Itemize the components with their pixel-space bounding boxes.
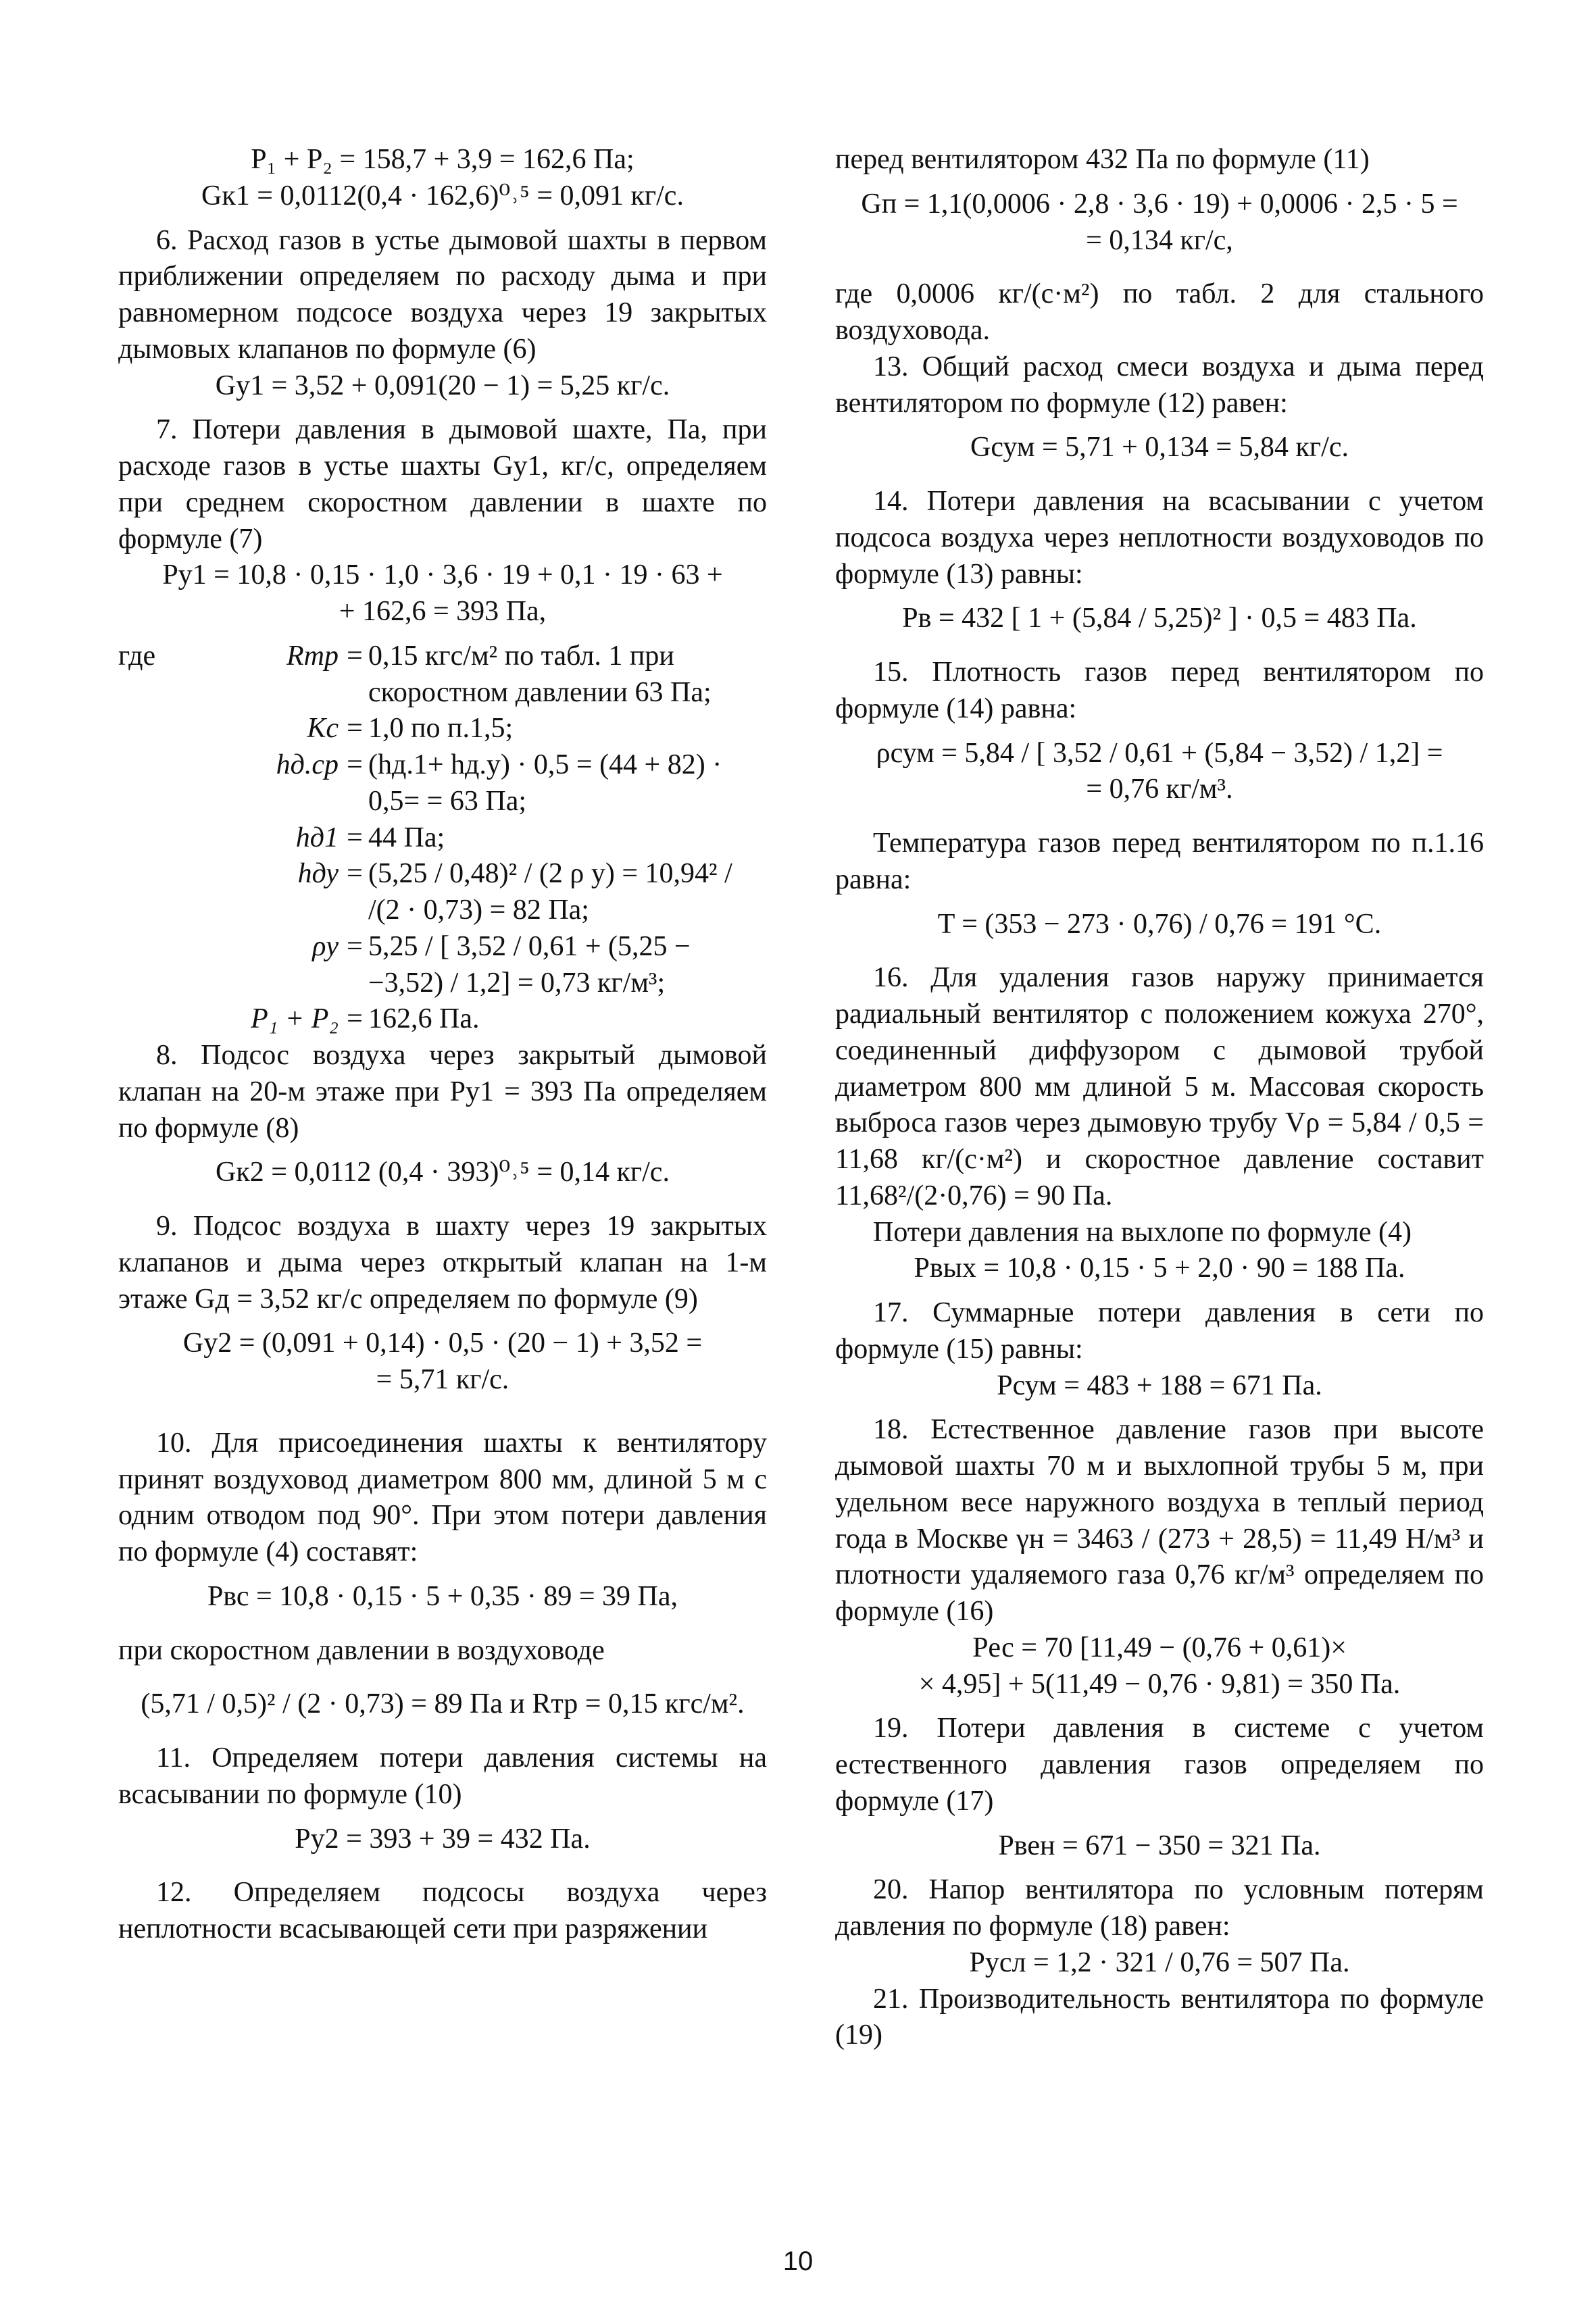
paragraph-7: 7. Потери давления в дымовой шахте, Па, при расходе газов в устье шахты Gу1, кг/с, определяем при среднем скоростном давлении в шахте по формуле (7): [118, 414, 767, 555]
formula: Gу2 = (0,091 + 0,14) · 0,5 · (20 − 1) + 3,52 =: [182, 1328, 703, 1359]
equals-sign: =: [347, 930, 363, 962]
where-value: (hд.1+ hд.у) · 0,5 = (44 + 82) · 0,5= = 63 Па;: [368, 749, 722, 817]
where-symbol: Rтр: [286, 640, 339, 672]
formula: Pвых = 10,8 · 0,15 · 5 + 2,0 · 90 = 188 Па.: [914, 1253, 1405, 1284]
formula: Pв = 432 [ 1 + (5,84 / 5,25)² ] · 0,5 = 483 Па.: [902, 603, 1417, 634]
where-symbol: P₁ + P₂: [251, 1003, 339, 1035]
paragraph-18: 18. Естественное давление газов при высоте дымовой шахты 70 м и выхлопной трубы 5 м, при удельном весе наружного воздуха в теплый период года в Москве γн = 3463 / (273 + 28,5) = 11,49 Н/м³ и плотности удаляемого газа 0,76 кг/м³ определяем по формуле (16): [835, 1414, 1484, 1627]
where-symbol: hд1: [295, 822, 339, 853]
equals-sign: =: [347, 822, 363, 853]
paragraph-15-temp: Температура газов перед вентилятором по п.1.16 равна:: [835, 828, 1484, 895]
where-value: 44 Па;: [368, 822, 445, 853]
formula: + 162,6 = 393 Па,: [339, 596, 547, 627]
formula: = 5,71 кг/с.: [376, 1364, 509, 1395]
formula: Pусл = 1,2 · 321 / 0,76 = 507 Па.: [969, 1946, 1350, 1978]
formula: = 0,76 кг/м³.: [1086, 774, 1233, 805]
paragraph-12: 12. Определяем подсосы воздуха через неплотности всасывающей сети при разряжении: [118, 1877, 767, 1944]
formula: Gк1 = 0,0112(0,4 · 162,6)⁰˒⁵ = 0,091 кг/с.: [201, 180, 684, 211]
paragraph-17: 17. Суммарные потери давления в сети по формуле (15) равны:: [835, 1297, 1484, 1365]
paragraph-16: 16. Для удаления газов наружу принимается радиальный вентилятор с положением кожуха 270°, соединенный диффузором с дымовой трубой диаметром 800 мм длиной 5 м. Массовая скорость выброса газов через дымовую трубу Vρ = 5,84 / 0,5 = 11,68 кг/(с·м²) и скоростное давление составит 11,68²/(2·0,76) = 90 Па.: [835, 962, 1484, 1211]
equals-sign: =: [347, 749, 363, 780]
where-list: [118, 638, 767, 1038]
formula: (5,71 / 0,5)² / (2 · 0,73) = 89 Па и Rтр = 0,15 кгс/м².: [141, 1688, 745, 1720]
where-value: 0,15 кгс/м² по табл. 1 при скоростном давлении 63 Па;: [368, 640, 712, 708]
where-label: где: [118, 640, 156, 672]
paragraph-9: 9. Подсос воздуха в шахту через 19 закрытых клапанов и дыма через открытый клапан на 1-м этаже Gд = 3,52 кг/с определяем по формуле (9): [118, 1211, 767, 1315]
formula: P₁ + P₂ = 158,7 + 3,9 = 162,6 Па;: [251, 144, 634, 175]
right-column: [835, 142, 1484, 2054]
formula: T = (353 − 273 · 0,76) / 0,76 = 191 °С.: [937, 908, 1382, 940]
paragraph-8: 8. Подсос воздуха через закрытый дымовой клапан на 20-м этаже при Pу1 = 393 Па определяем по формуле (8): [118, 1040, 767, 1144]
left-column: [118, 142, 767, 1948]
paragraph-14: 14. Потери давления на всасывании с учетом подсоса воздуха через неплотности воздуховодов по формуле (13) равны:: [835, 486, 1484, 590]
formula: Pу2 = 393 + 39 = 432 Па.: [295, 1823, 591, 1855]
paragraph-16-cont: Потери давления на выхлопе по формуле (4): [873, 1216, 1412, 1248]
where-value: 162,6 Па.: [368, 1003, 480, 1035]
page-number: 10: [782, 2246, 814, 2276]
paragraph-12-note: где 0,0006 кг/(с·м²) по табл. 2 для стального воздуховода.: [835, 278, 1484, 346]
formula: Pсум = 483 + 188 = 671 Па.: [997, 1369, 1322, 1401]
equals-sign: =: [347, 713, 363, 745]
paragraph-6: 6. Расход газов в устье дымовой шахты в первом приближении определяем по расходу дыма и при равномерном подсосе воздуха через 19 закрытых дымовых клапанов по формуле (6): [118, 224, 767, 365]
formula: Pвен = 671 − 350 = 321 Па.: [998, 1830, 1321, 1861]
equals-sign: =: [347, 640, 363, 672]
formula: = 0,134 кг/с,: [1086, 224, 1233, 256]
paragraph-15: 15. Плотность газов перед вентилятором по формуле (14) равна:: [835, 657, 1484, 724]
paragraph-13: 13. Общий расход смеси воздуха и дыма перед вентилятором по формуле (12) равен:: [835, 351, 1484, 419]
formula: Gу1 = 3,52 + 0,091(20 − 1) = 5,25 кг/с.: [215, 370, 670, 401]
where-value: (5,25 / 0,48)² / (2 ρ у) = 10,94² / /(2 · 0,73) = 82 Па;: [368, 858, 732, 926]
formula: Pвс = 10,8 · 0,15 · 5 + 0,35 · 89 = 39 Па,: [207, 1580, 678, 1612]
equals-sign: =: [347, 858, 363, 890]
paragraph-19: 19. Потери давления в системе с учетом естественного давления газов определяем по формуле (17): [835, 1713, 1484, 1817]
equals-sign: =: [347, 1003, 363, 1035]
formula: Gсум = 5,71 + 0,134 = 5,84 кг/с.: [970, 432, 1349, 463]
paragraph-20: 20. Напор вентилятора по условным потерям давления по формуле (18) равен:: [835, 1874, 1484, 1942]
paragraph-10-cont: при скоростном давлении в воздуховоде: [118, 1634, 605, 1666]
paragraph-10: 10. Для присоединения шахты к вентилятору принят воздуховод диаметром 800 мм, длиной 5 м с одним отводом под 90°. При этом потери давления по формуле (4) составят:: [118, 1427, 767, 1567]
where-symbol: hду: [297, 858, 339, 890]
paragraph-11: 11. Определяем потери давления системы на всасывании по формуле (10): [118, 1742, 767, 1810]
where-symbol: Kс: [307, 713, 339, 745]
paragraph-12-cont: перед вентилятором 432 Па по формуле (11): [835, 144, 1370, 175]
where-value: 5,25 / [ 3,52 / 0,61 + (5,25 − −3,52) / 1,2] = 0,73 кг/м³;: [368, 930, 691, 999]
formula: ρсум = 5,84 / [ 3,52 / 0,61 + (5,84 − 3,52) / 1,2] =: [876, 737, 1443, 769]
where-symbol: hд.ср: [276, 749, 339, 780]
formula: Pу1 = 10,8 · 0,15 · 1,0 · 3,6 · 19 + 0,1 · 19 · 63 +: [162, 559, 723, 591]
paragraph-21: 21. Производительность вентилятора по формуле (19): [835, 1983, 1484, 2051]
formula: Gп = 1,1(0,0006 · 2,8 · 3,6 · 19) + 0,0006 · 2,5 · 5 =: [861, 188, 1458, 220]
where-symbol: ρу: [312, 930, 339, 962]
formula: Pес = 70 [11,49 − (0,76 + 0,61)×: [972, 1632, 1347, 1663]
where-value: 1,0 по п.1,5;: [368, 713, 514, 745]
formula: Gк2 = 0,0112 (0,4 · 393)⁰˒⁵ = 0,14 кг/с.: [216, 1157, 670, 1188]
formula: × 4,95] + 5(11,49 − 0,76 · 9,81) = 350 Па.: [918, 1668, 1401, 1700]
